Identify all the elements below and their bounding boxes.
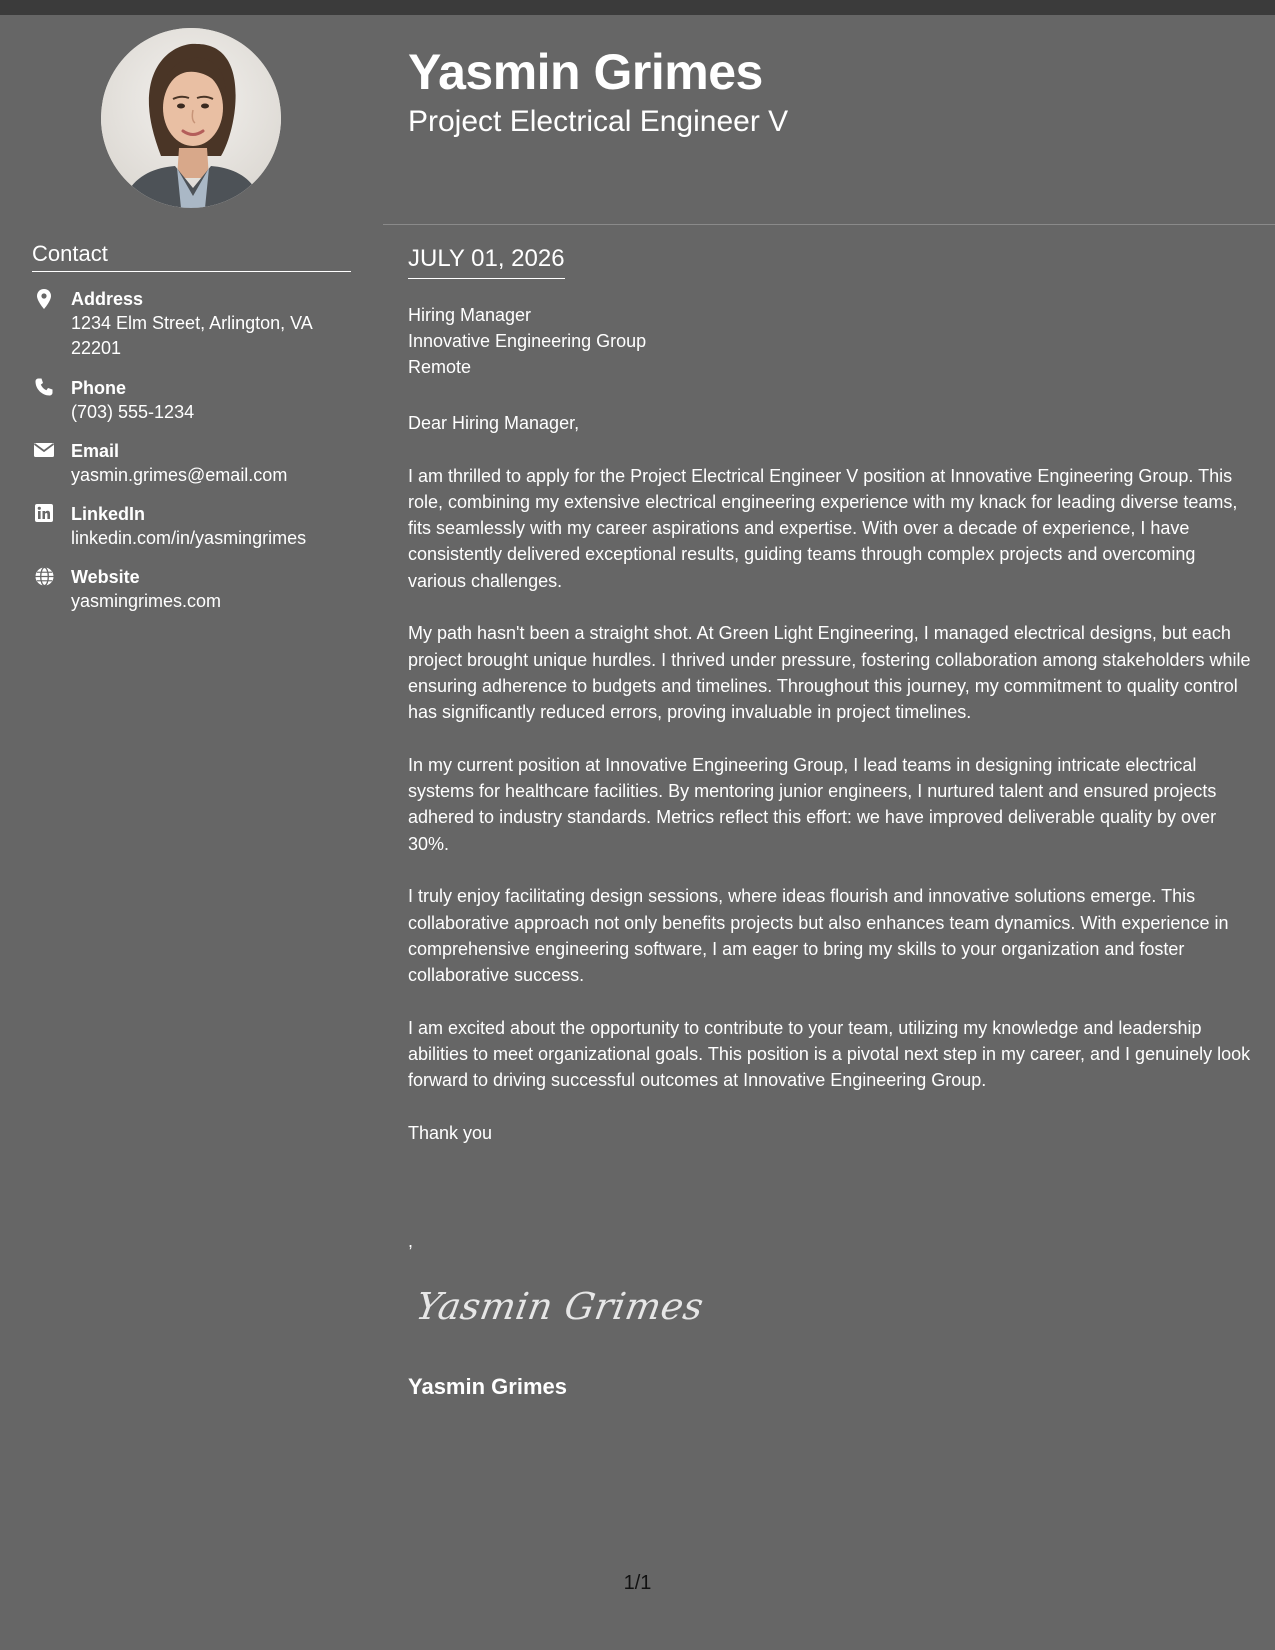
contact-linkedin bbox=[32, 502, 352, 551]
globe-icon bbox=[32, 567, 56, 589]
letter-body bbox=[408, 410, 1253, 1173]
top-bar bbox=[0, 0, 1275, 15]
letter-paragraph: I am thrilled to apply for the Project Electrical Engineer V position at Innovative Engineering Group. This role, combining my extensive electrical engineering experience with my knack for leading diverse teams, fits seamlessly with my career aspirations and expertise. With over a decade of experience, I have consistently delivered exceptional results, guiding teams through complex projects and overcoming various challenges. bbox=[408, 465, 1238, 591]
contact-heading: Contact bbox=[32, 240, 351, 272]
applicant-title: Project Electrical Engineer V bbox=[408, 105, 789, 138]
signer-name: Yasmin Grimes bbox=[408, 1374, 567, 1399]
contact-phone bbox=[32, 376, 352, 425]
letter-paragraph: In my current position at Innovative Engineering Group, I lead teams in designing intricate electrical systems for healthcare facilities. By mentoring junior engineers, I nurtured talent and ensured projects adhered to industry standards. Metrics reflect this effort: we have improved deliverable quality by over 30%. bbox=[408, 754, 1217, 854]
contact-value: (703) 555-1234 bbox=[71, 402, 195, 422]
contact-label: LinkedIn bbox=[71, 504, 146, 524]
phone-icon bbox=[32, 378, 56, 400]
contact-email bbox=[32, 439, 352, 488]
letter-paragraph: My path hasn't been a straight shot. At Green Light Engineering, I managed electrical designs, but each project brought unique hurdles. I thrived under pressure, fostering collaboration among stakeholders while ensuring adherence to budgets and timelines. Throughout this journey, my commitment to quality control has significantly reduced errors, proving invaluable in project timelines. bbox=[408, 623, 1251, 723]
recipient-line: Remote bbox=[408, 357, 472, 377]
contact-value: yasmin.grimes@email.com bbox=[71, 465, 288, 485]
contact-label: Address bbox=[71, 289, 144, 309]
closing-comma: , bbox=[408, 1231, 414, 1251]
map-pin-icon bbox=[32, 289, 56, 311]
contact-label: Phone bbox=[71, 378, 127, 398]
contact-value: 1234 Elm Street, Arlington, VA 22201 bbox=[71, 313, 312, 358]
contact-value: linkedin.com/in/yasmingrimes bbox=[71, 528, 307, 548]
header-divider bbox=[383, 224, 1275, 225]
contact-label: Website bbox=[71, 567, 140, 587]
profile-photo bbox=[101, 28, 281, 208]
signature-image: Yasmin Grimes bbox=[412, 1285, 707, 1328]
contact-label: Email bbox=[71, 441, 120, 461]
contact-address bbox=[32, 287, 352, 361]
contact-website bbox=[32, 565, 352, 614]
closing: Thank you bbox=[408, 1123, 493, 1144]
salutation: Dear Hiring Manager, bbox=[408, 413, 580, 433]
letter-paragraph: I am excited about the opportunity to contribute to your team, utilizing my knowledge and leadership abilities to meet organizational goals. This position is a pivotal next step in my career, and I genuinely look forward to driving successful outcomes at Innovative Engineering Group. bbox=[408, 1017, 1251, 1091]
applicant-name: Yasmin Grimes bbox=[408, 44, 763, 100]
letter-paragraph: I truly enjoy facilitating design sessions, where ideas flourish and innovative solutions emerge. This collaborative approach not only benefits projects but also enhances team dynamics. With experience in comprehensive engineering software, I am eager to bring my skills to your organization and foster collaborative success. bbox=[408, 886, 1229, 986]
contact-value: yasmingrimes.com bbox=[71, 591, 222, 611]
envelope-icon bbox=[32, 441, 56, 463]
recipient-line: Hiring Manager bbox=[408, 305, 532, 325]
recipient-block bbox=[408, 302, 646, 380]
letter-date: JULY 01, 2026 bbox=[408, 244, 565, 279]
linkedin-icon bbox=[32, 504, 56, 526]
page-number: 1/1 bbox=[623, 1572, 652, 1594]
recipient-line: Innovative Engineering Group bbox=[408, 331, 647, 351]
